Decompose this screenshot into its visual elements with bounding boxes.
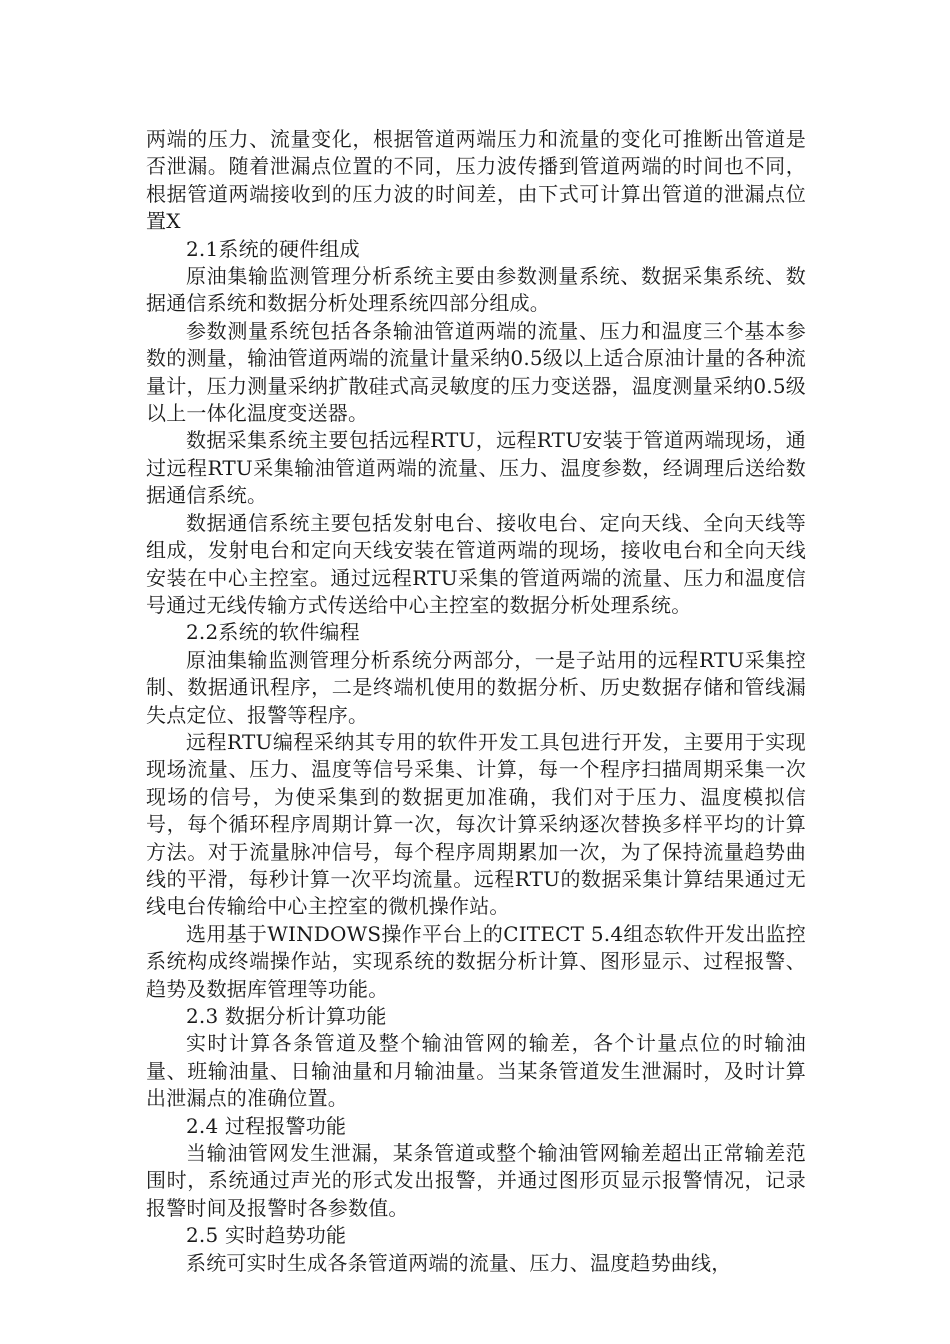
section-heading-2-4: 2.4 过程报警功能 xyxy=(186,1113,347,1138)
paragraph: 选用基于WINDOWS操作平台上的CITECT 5.4组态软件开发出监控系统构成终端操作站，实现系统的数据分析计算、图形显示、过程报警、趋势及数据库管理等功能。 xyxy=(146,921,806,1001)
paragraph: 系统可实时生成各条管道两端的流量、压力、温度趋势曲线， xyxy=(186,1250,732,1275)
paragraph: 数据采集系统主要包括远程RTU，远程RTU安装于管道两端现场，通过远程RTU采集输油管道两端的流量、压力、温度参数，经调理后送给数据通信系统。 xyxy=(146,428,806,508)
section-heading-2-1: 2.1系统的硬件组成 xyxy=(186,236,360,261)
section-heading-2-2: 2.2系统的软件编程 xyxy=(186,620,360,645)
paragraph-continued: 两端的压力、流量变化，根据管道两端压力和流量的变化可推断出管道是否泄漏。随着泄漏点位置的不同，压力波传播到管道两端的时间也不同，根据管道两端接收到的压力波的时间差，由下式可计算出管道的泄漏点位置X xyxy=(146,127,806,234)
document-page xyxy=(146,126,806,1277)
paragraph: 远程RTU编程采纳其专用的软件开发工具包进行开发，主要用于实现现场流量、压力、温度等信号采集、计算，每一个程序扫描周期采集一次现场的信号，为使采集到的数据更加准确，我们对于压力、温度模拟信号，每个循环程序周期计算一次，每次计算采纳逐次替换多样平均的计算方法。对于流量脉冲信号，每个程序周期累加一次，为了保持流量趋势曲线的平滑，每秒计算一次平均流量。远程RTU的数据采集计算结果通过无线电台传输给中心主控室的微机操作站。 xyxy=(146,729,806,919)
paragraph: 原油集输监测管理分析系统分两部分，一是子站用的远程RTU采集控制、数据通讯程序，二是终端机使用的数据分析、历史数据存储和管线漏失点定位、报警等程序。 xyxy=(146,647,806,727)
section-heading-2-3: 2.3 数据分析计算功能 xyxy=(186,1004,387,1028)
paragraph: 原油集输监测管理分析系统主要由参数测量系统、数据采集系统、数据通信系统和数据分析处理系统四部分组成。 xyxy=(146,264,806,316)
paragraph: 当输油管网发生泄漏，某条管道或整个输油管网输差超出正常输差范围时，系统通过声光的形式发出报警，并通过图形页显示报警情况，记录报警时间及报警时各参数值。 xyxy=(146,1141,806,1220)
paragraph: 数据通信系统主要包括发射电台、接收电台、定向天线、全向天线等组成，发射电台和定向天线安装在管道两端的现场，接收电台和全向天线安装在中心主控室。通过远程RTU采集的管道两端的流量、压力和温度信号通过无线传输方式传送给中心主控室的数据分析处理系统。 xyxy=(146,510,806,617)
paragraph: 参数测量系统包括各条输油管道两端的流量、压力和温度三个基本参数的测量，输油管道两端的流量计量采纳0.5级以上适合原油计量的各种流量计，压力测量采纳扩散硅式高灵敏度的压力变送器，温度测量采纳0.5级以上一体化温度变送器。 xyxy=(146,318,806,426)
paragraph: 实时计算各条管道及整个输油管网的输差，各个计量点位的时输油量、班输油量、日输油量和月输油量。当某条管道发生泄漏时，及时计算出泄漏点的准确位置。 xyxy=(146,1031,806,1111)
section-heading-2-5: 2.5 实时趋势功能 xyxy=(186,1223,347,1248)
